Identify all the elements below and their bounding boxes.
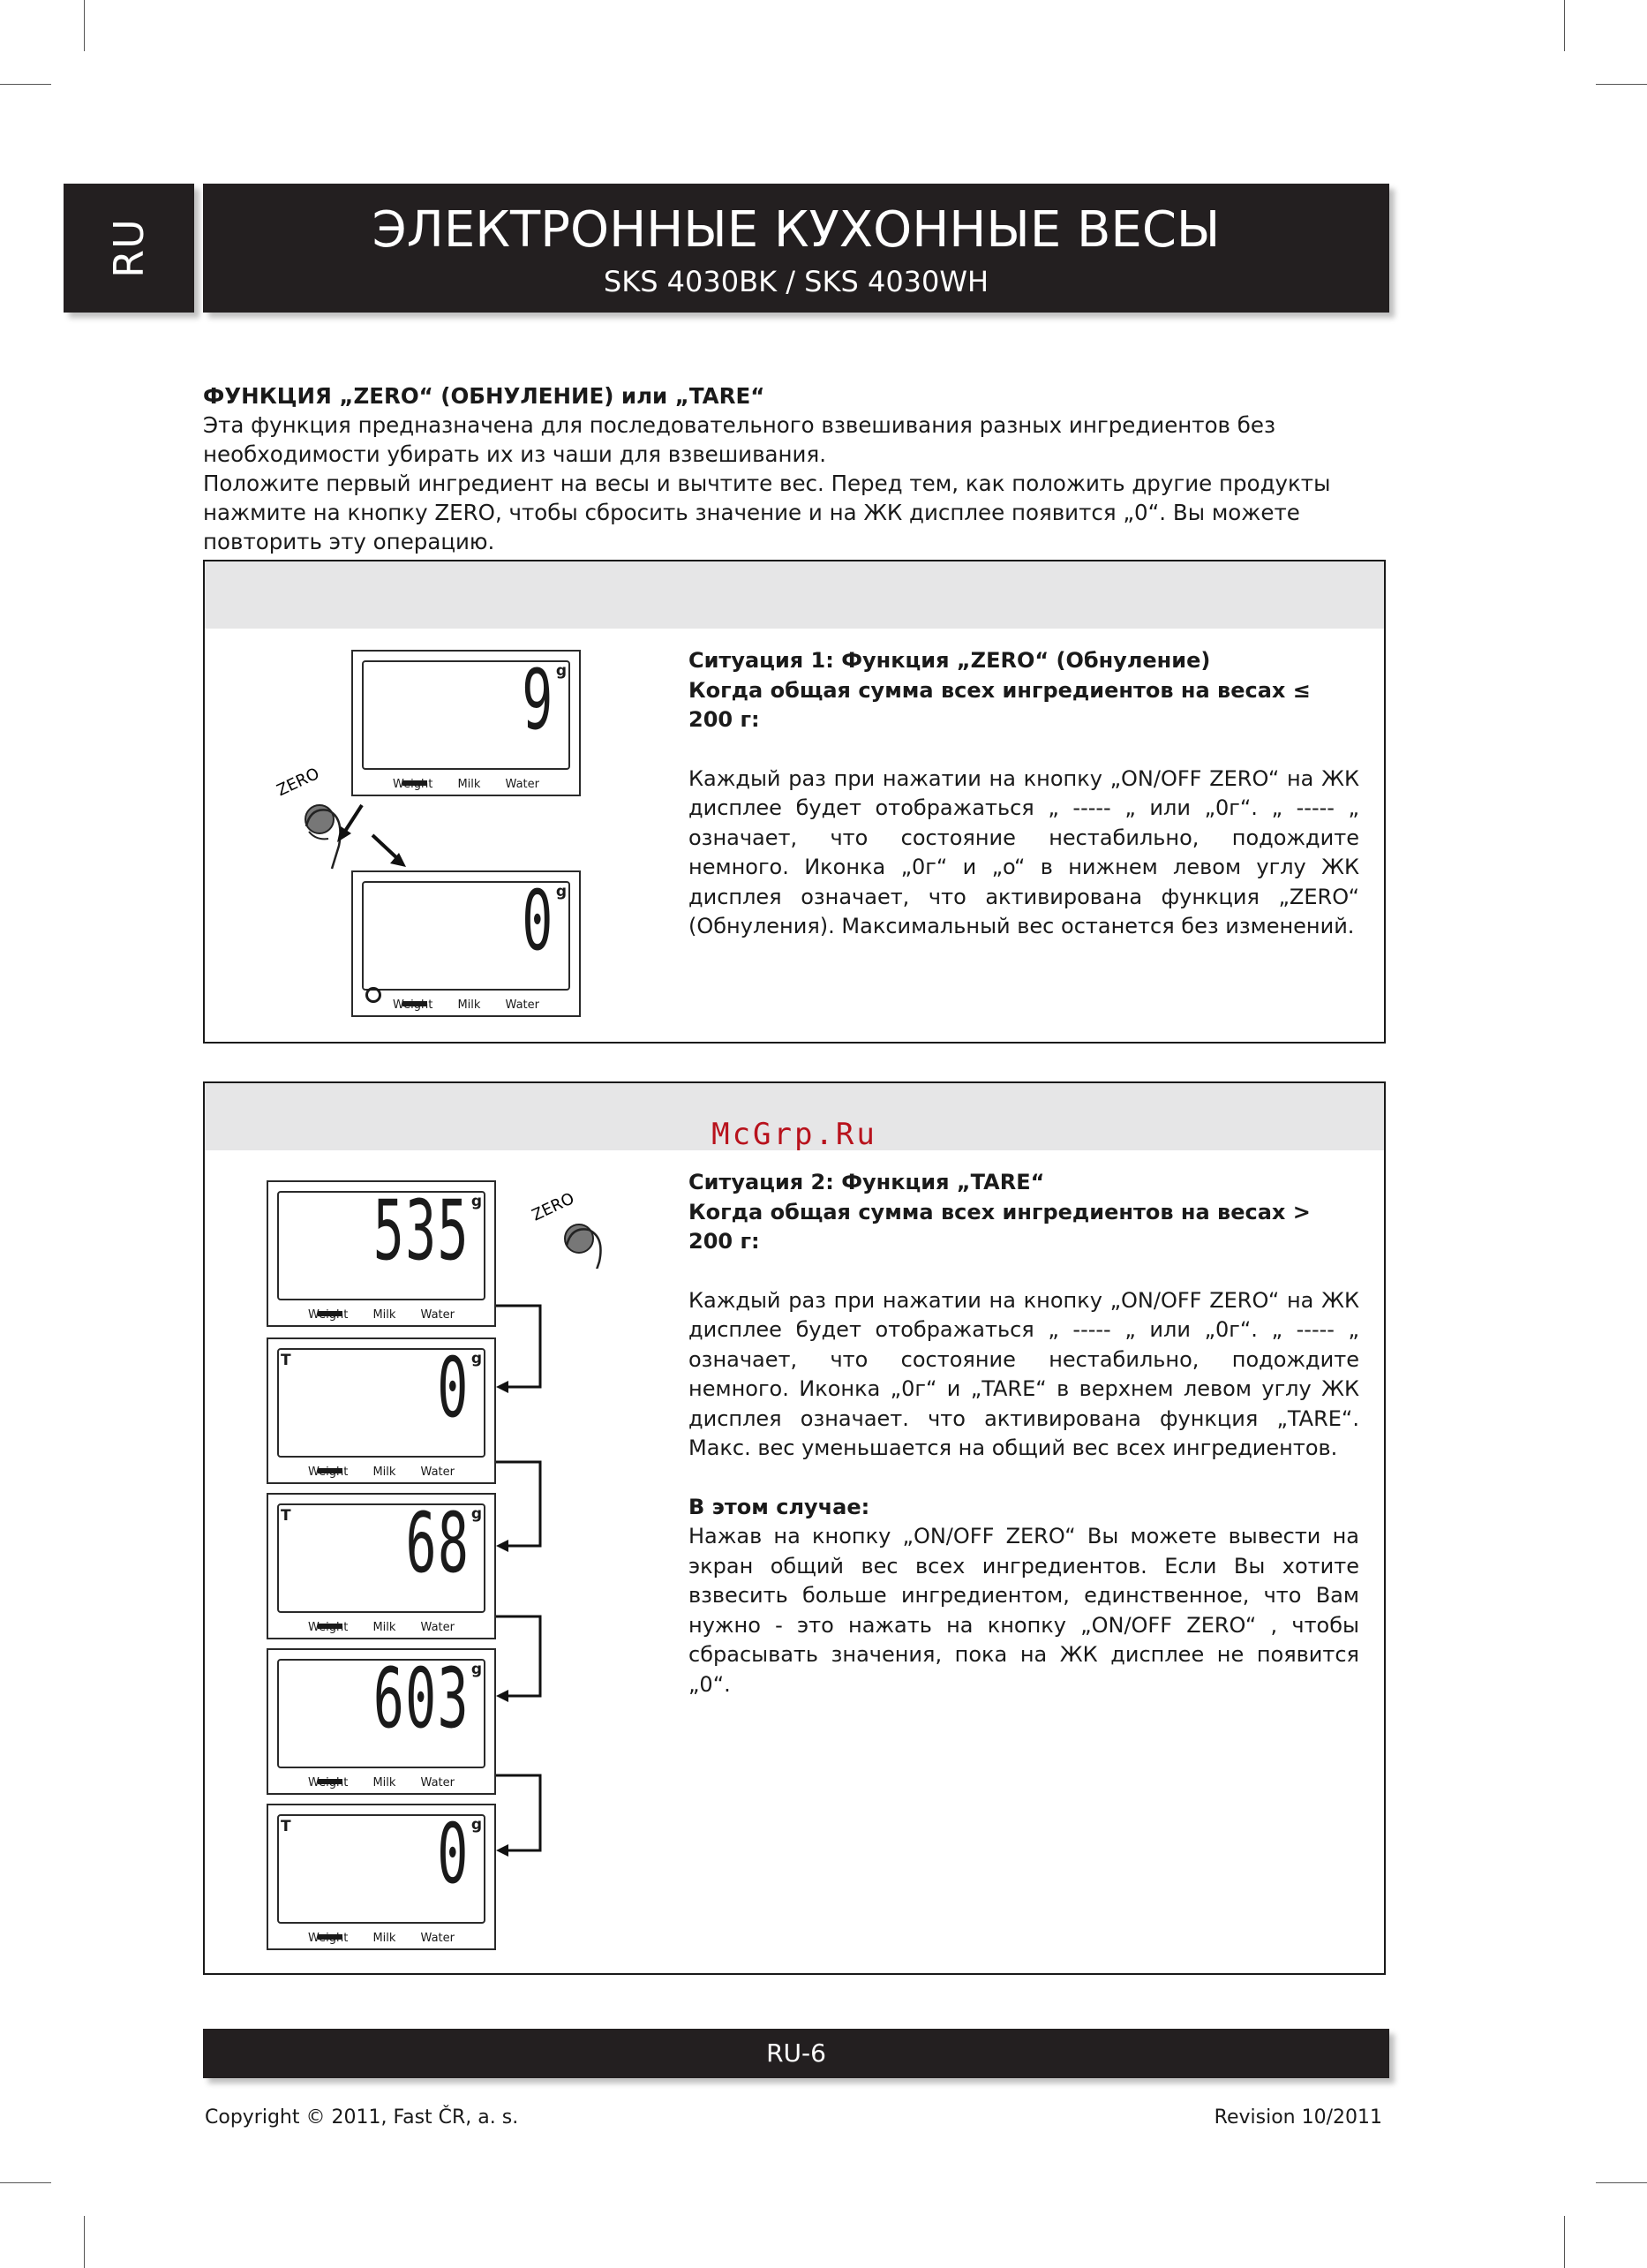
lcd-label-weight: Weight: [308, 1932, 349, 1945]
situation-title: Ситуация 1: Функция „ZERO“ (Обнуление): [688, 648, 1211, 673]
situation-subtitle: Когда общая сумма всех ингредиентов на весах > 200 г:: [688, 1199, 1311, 1254]
intro-paragraph-1: Эта функция предназначена для последовательного взвешивания разных ингредиентов без необходимости убирать их из чаши для взвешивания.: [203, 412, 1275, 467]
lcd-label-weight: Weight: [308, 1466, 349, 1479]
lcd-labels: [353, 998, 579, 1012]
lcd-unit: g: [555, 662, 567, 680]
lcd-label-water: Water: [420, 1932, 455, 1945]
lcd-label-weight: Weight: [308, 1308, 349, 1322]
lcd-display: [267, 1337, 496, 1484]
situation-description: Каждый раз при нажатии на кнопку „ON/OFF ZERO“ на ЖК дисплее будет отображаться „ ----- „ или „0г“. „ ----- „ означает, что состояние нестабильно, подождите немного. Иконка „0г“ и „o“ в нижнем левом углу ЖК дисплея означает, что активирована функция „ZERO“ (Обнуления). Максимальный вес останется без изменений.: [688, 765, 1359, 938]
copyright: Copyright © 2011, Fast ČR, a. s.: [205, 2106, 519, 2129]
situation-2-box: [203, 1081, 1386, 1975]
case-heading: В этом случае:: [688, 1494, 870, 1519]
lcd-value: 68: [405, 1496, 470, 1592]
lcd-value: 0: [437, 1806, 470, 1903]
crop-mark: [1564, 2216, 1565, 2268]
situation-1-box: [203, 560, 1386, 1044]
lcd-unit: g: [470, 1193, 482, 1210]
crop-mark: [84, 0, 85, 51]
lcd-value: 0: [437, 1340, 470, 1436]
lcd-label-weight: Weight: [393, 998, 433, 1012]
lcd-label-water: Water: [420, 1621, 455, 1634]
model-number: SKS 4030BK / SKS 4030WH: [603, 265, 989, 298]
lcd-display: [267, 1493, 496, 1639]
page-title: ЭЛЕКТРОННЫЕ КУХОННЫЕ ВЕСЫ: [372, 201, 1221, 259]
case-description: Нажав на кнопку „ON/OFF ZERO“ Вы можете вывести на экран общий вес всех ингредиентов. Если Вы хотите взвесить больше ингредиентом, единственное, что Вам нужно - это нажать на кнопку „ON/OFF ZERO“ , чтобы сбрасывать значения, пока на ЖК дисплее не появится „0“.: [688, 1524, 1359, 1697]
situation-subtitle: Когда общая сумма всех ингредиентов на весах ≤ 200 г:: [688, 677, 1311, 732]
situation-description: Каждый раз при нажатии на кнопку „ON/OFF ZERO“ на ЖК дисплее будет отображаться „ ----- „ или „0г“. „ ----- „ означает, что состояние нестабильно, подождите немного. Иконка „0г“ и „TARE“ в верхнем левом углу ЖК дисплея означает. что активирована функция „TARE“. Макс. вес уменьшается на общий вес всех ингредиентов.: [688, 1287, 1359, 1460]
lcd-label-milk: Milk: [457, 778, 481, 791]
finger-press-icon: [267, 747, 408, 879]
lcd-unit: g: [470, 1816, 482, 1834]
page-number: RU-6: [766, 2038, 826, 2068]
lcd-unit: g: [470, 1505, 482, 1523]
tare-indicator: T: [281, 1352, 291, 1369]
lcd-labels: [268, 1932, 494, 1945]
lcd-label-milk: Milk: [372, 1466, 396, 1479]
intro-paragraph-2: Положите первый ингредиент на весы и вычтите вес. Перед тем, как положить другие продукты нажмите на кнопку ZERO, чтобы сбросить значение и на ЖК дисплее появится „0“. Вы можете повторить эту операцию.: [203, 471, 1331, 554]
tare-indicator: T: [281, 1507, 291, 1525]
revision: Revision 10/2011: [1214, 2106, 1382, 2129]
lcd-unit: g: [470, 1661, 482, 1678]
lcd-label-water: Water: [505, 778, 539, 791]
lcd-label-weight: Weight: [393, 778, 433, 791]
lcd-label-weight: Weight: [308, 1776, 349, 1790]
sequence-arrows: [496, 1157, 637, 1952]
crop-mark: [1564, 0, 1565, 51]
lcd-labels: [268, 1776, 494, 1790]
finger-press-icon: [505, 1172, 628, 1269]
lcd-label-milk: Milk: [372, 1776, 396, 1790]
lcd-unit: g: [555, 883, 567, 900]
lcd-label-milk: Milk: [372, 1621, 396, 1634]
lcd-value: 603: [373, 1651, 470, 1747]
lcd-label-water: Water: [420, 1776, 455, 1790]
lcd-label-milk: Milk: [457, 998, 481, 1012]
tare-indicator: T: [281, 1818, 291, 1835]
lcd-display: [267, 1180, 496, 1327]
page-number-bar: [203, 2029, 1389, 2078]
lcd-display: [351, 870, 581, 1017]
lcd-unit: g: [470, 1350, 482, 1368]
situation-title: Ситуация 2: Функция „TARE“: [688, 1170, 1045, 1194]
intro-section: [203, 381, 1386, 556]
lcd-value: 535: [373, 1183, 470, 1279]
language-label: RU: [105, 218, 153, 278]
lcd-label-weight: Weight: [308, 1621, 349, 1634]
svg-text:ZERO: ZERO: [529, 1189, 577, 1225]
lcd-display: [267, 1648, 496, 1795]
situation-2-text: [688, 1168, 1359, 1699]
svg-text:ZERO: ZERO: [274, 764, 323, 801]
crop-mark: [84, 2216, 85, 2268]
box-header-bar: [205, 1083, 1384, 1150]
crop-mark: [0, 2182, 51, 2183]
section-heading: ФУНКЦИЯ „ZERO“ (ОБНУЛЕНИЕ) или „TARE“: [203, 383, 765, 409]
lcd-label-water: Water: [420, 1466, 455, 1479]
lcd-labels: [268, 1308, 494, 1322]
lcd-value: 9: [522, 652, 554, 749]
language-tab: [64, 184, 194, 313]
lcd-label-water: Water: [420, 1308, 455, 1322]
situation-1-text: [688, 646, 1359, 942]
crop-mark: [0, 84, 51, 85]
crop-mark: [1596, 2182, 1647, 2183]
title-bar: [203, 184, 1389, 313]
lcd-labels: [268, 1621, 494, 1634]
box-header-bar: [205, 561, 1384, 629]
lcd-label-water: Water: [505, 998, 539, 1012]
lcd-label-milk: Milk: [372, 1308, 396, 1322]
lcd-display: [267, 1804, 496, 1950]
lcd-label-milk: Milk: [372, 1932, 396, 1945]
lcd-labels: [268, 1466, 494, 1479]
lcd-value: 0: [522, 873, 554, 969]
crop-mark: [1596, 84, 1647, 85]
watermark: McGrp.Ru: [711, 1117, 877, 1152]
